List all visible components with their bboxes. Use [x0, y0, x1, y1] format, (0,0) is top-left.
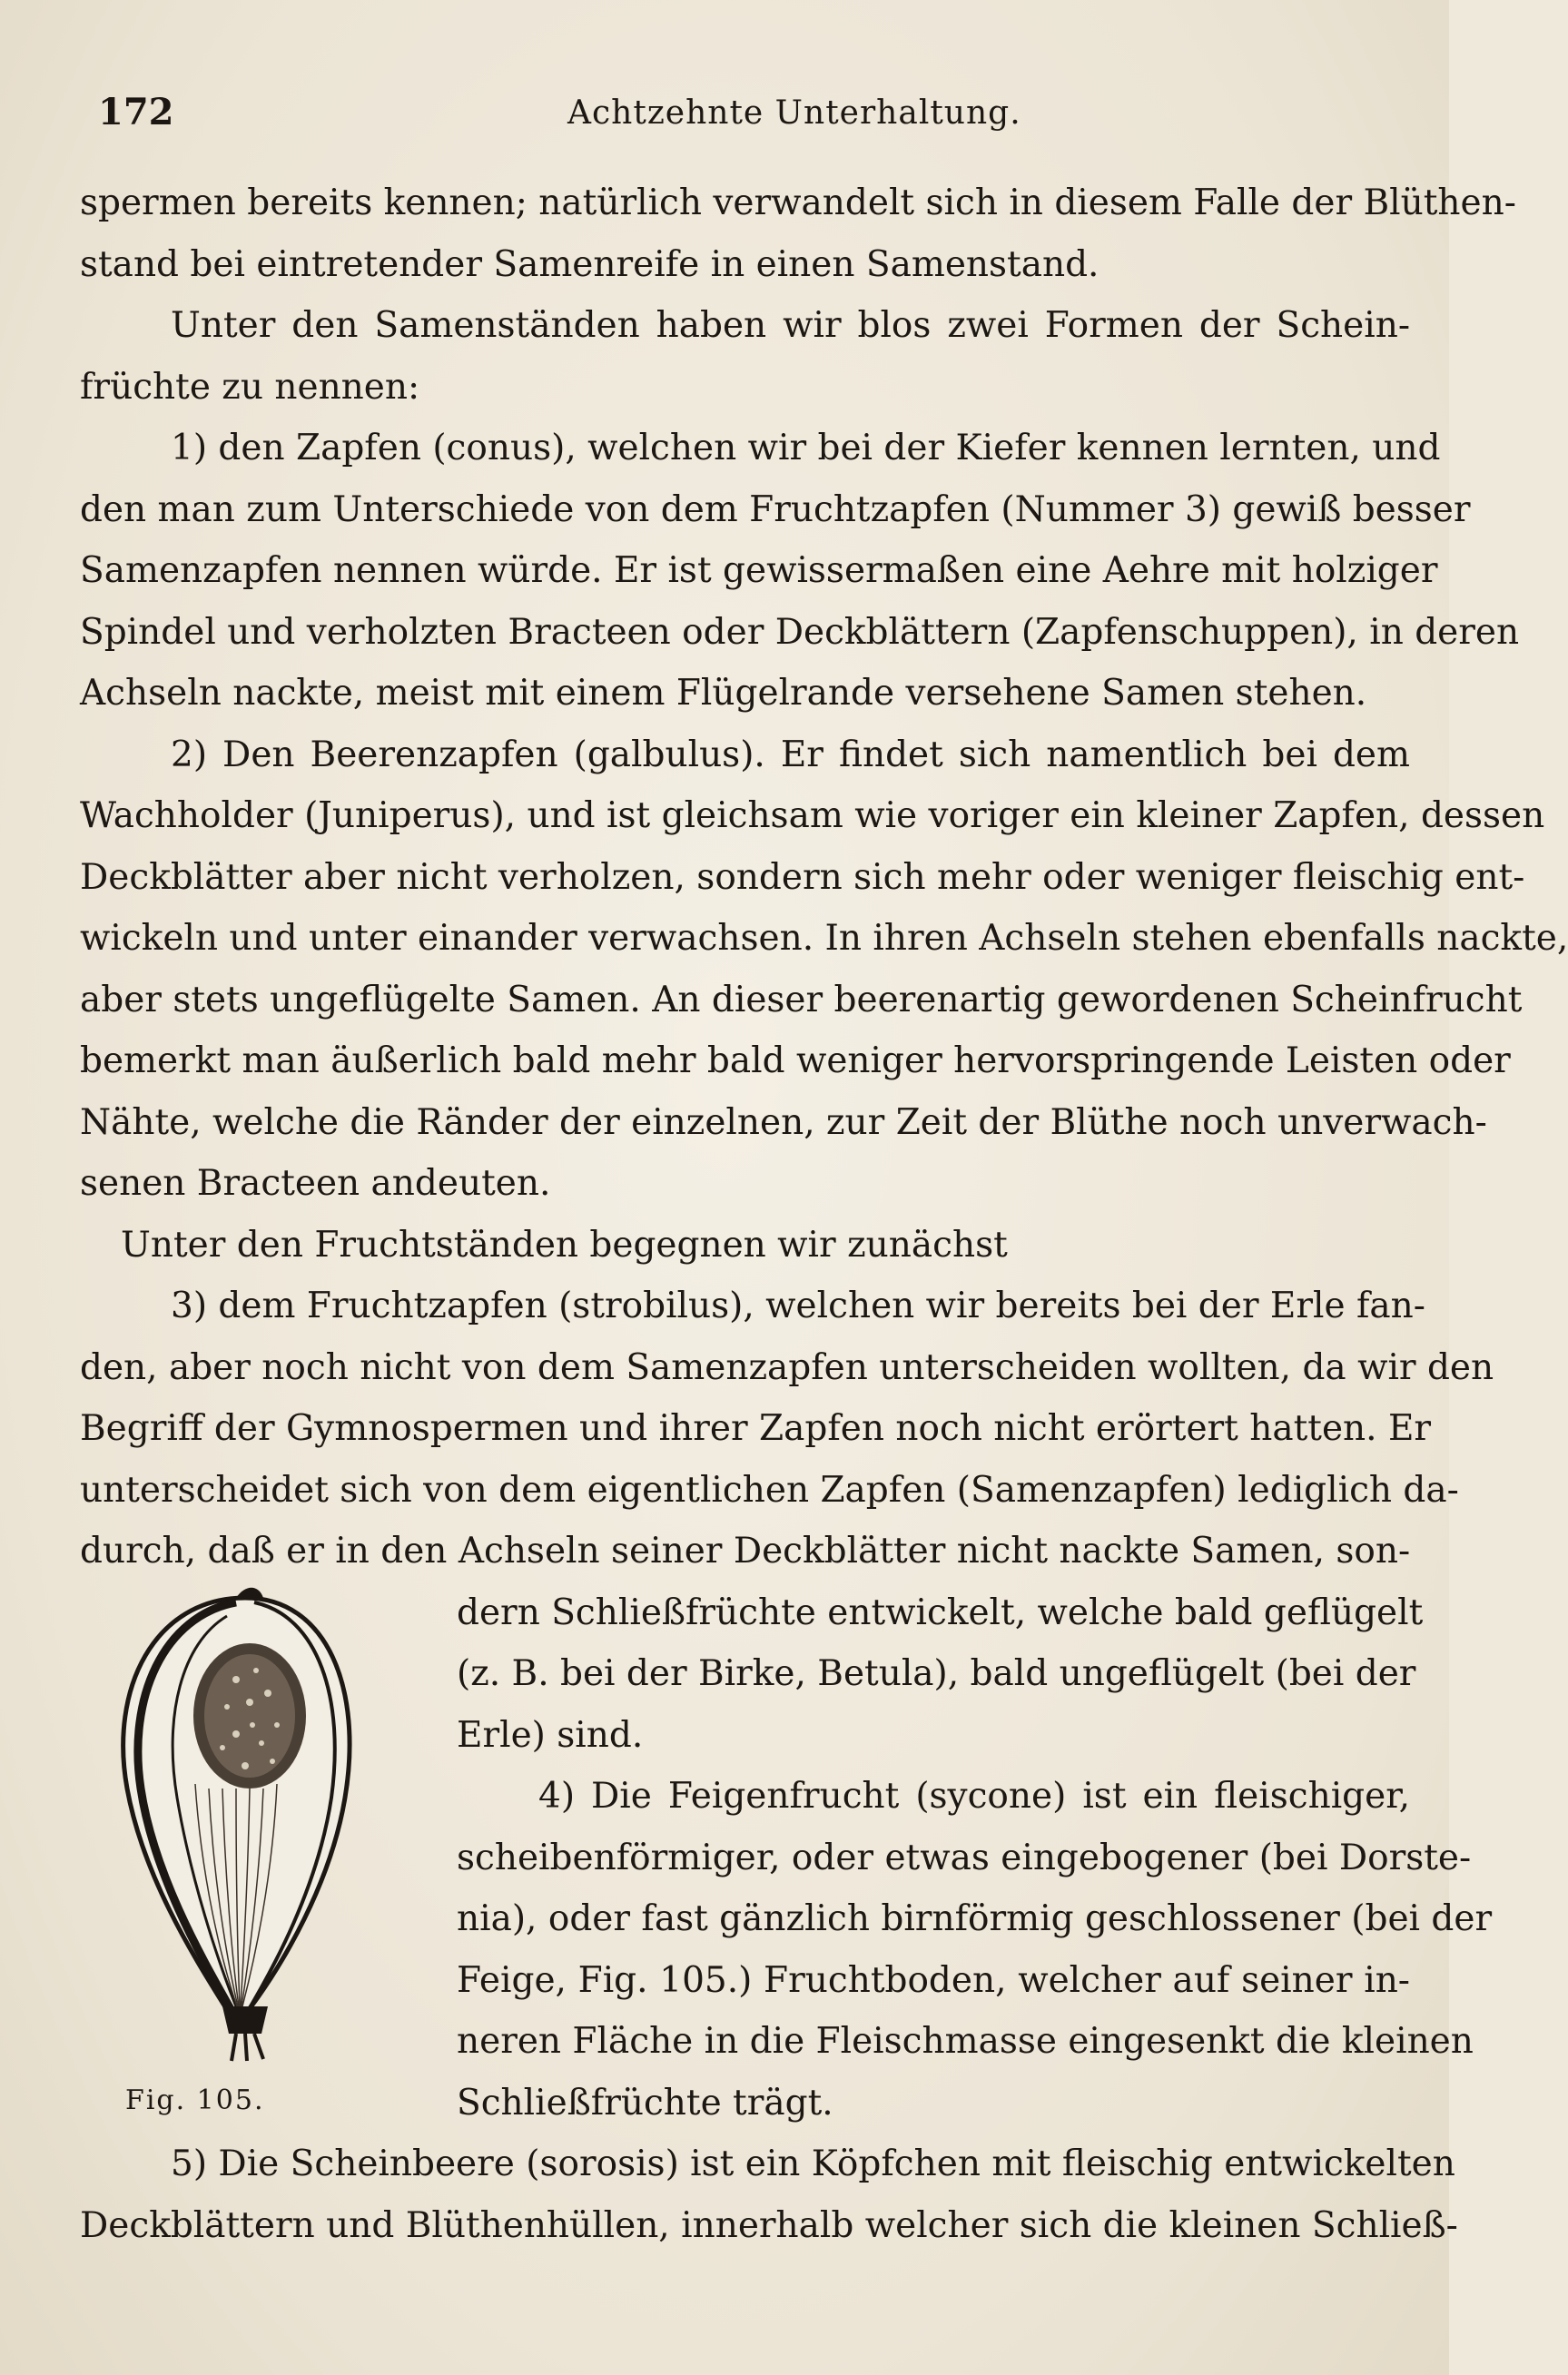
- text-line: durch, daß er in den Achseln seiner Deckblätter nicht nackte Samen, son-: [80, 1531, 1411, 1572]
- text-line: (z. B. bei der Birke, Betula), bald ungeflügelt (bei der: [457, 1653, 1416, 1694]
- page-header: [91, 91, 1376, 145]
- text-line: 3) dem Fruchtzapfen (strobilus), welchen wir bereits bei der Erle fan-: [171, 1286, 1425, 1326]
- text-line: nia), oder fast gänzlich birnförmig geschlossener (bei der: [457, 1898, 1493, 1939]
- text-line: aber stets ungeflügelte Samen. An dieser beerenartig gewordenen Scheinfrucht: [80, 979, 1523, 1020]
- text-line: stand bei eintretender Samenreife in einen Samenstand.: [80, 243, 1100, 285]
- text-line: spermen bereits kennen; natürlich verwandelt sich in diesem Falle der Blüthen-: [80, 182, 1516, 223]
- text-line: Deckblättern und Blüthenhüllen, innerhalb welcher sich die kleinen Schließ-: [80, 2204, 1458, 2246]
- text-line: senen Bracteen andeuten.: [80, 1163, 551, 1204]
- text-line: Samenzapfen nennen würde. Er ist gewissermaßen eine Aehre mit holziger: [80, 550, 1438, 591]
- text-line: Nähte, welche die Ränder der einzelnen, zur Zeit der Blüthe noch unverwach-: [80, 1101, 1487, 1143]
- figure-caption: Fig. 105.: [125, 2084, 265, 2116]
- text-line: 5) Die Scheinbeere (sorosis) ist ein Köpfchen mit fleischig entwickelten: [171, 2143, 1455, 2184]
- text-line: 4) Die Feigenfrucht (sycone) ist ein fleischiger,: [538, 1776, 1410, 1817]
- running-head: Achtzehnte Unterhaltung.: [567, 94, 1021, 132]
- text-line: Achseln nackte, meist mit einem Flügelrande versehene Samen stehen.: [80, 673, 1367, 714]
- text-line: den, aber noch nicht von dem Samenzapfen unterscheiden wollten, da wir den: [80, 1346, 1494, 1388]
- figure-105: [100, 1580, 390, 2097]
- text-line: wickeln und unter einander verwachsen. In ihren Achseln stehen ebenfalls nackte,: [80, 918, 1568, 959]
- text-line: 1) den Zapfen (conus), welchen wir bei der Kiefer kennen lernten, und: [171, 428, 1441, 468]
- text-line: Schließfrüchte trägt.: [457, 2082, 833, 2124]
- text-line: früchte zu nennen:: [80, 366, 420, 408]
- page-number: 172: [98, 91, 174, 133]
- text-line: Unter den Samenständen haben wir blos zwei Formen der Schein-: [171, 305, 1410, 346]
- text-line: Deckblätter aber nicht verholzen, sondern sich mehr oder weniger fleischig ent-: [80, 856, 1525, 898]
- text-line: dern Schließfrüchte entwickelt, welche bald geflügelt: [457, 1592, 1424, 1633]
- text-line: den man zum Unterschiede von dem Fruchtzapfen (Nummer 3) gewiß besser: [80, 488, 1471, 530]
- text-line: neren Fläche in die Fleischmasse eingesenkt die kleinen: [457, 2021, 1474, 2062]
- text-line: Erle) sind.: [457, 1714, 644, 1756]
- fig-cross-section-illustration: [100, 1580, 390, 2061]
- text-line: Unter den Fruchtständen begegnen wir zunächst: [121, 1224, 1008, 1266]
- text-line: Wachholder (Juniperus), und ist gleichsam wie voriger ein kleiner Zapfen, dessen: [80, 795, 1545, 836]
- text-line: Spindel und verholzten Bracteen oder Deckblättern (Zapfenschuppen), in deren: [80, 611, 1520, 653]
- text-line: bemerkt man äußerlich bald mehr bald weniger hervorspringende Leisten oder: [80, 1040, 1511, 1081]
- text-line: Begriff der Gymnospermen und ihrer Zapfen noch nicht erörtert hatten. Er: [80, 1408, 1432, 1449]
- text-line: scheibenförmiger, oder etwas eingebogener (bei Dorste-: [457, 1837, 1472, 1878]
- text-line: unterscheidet sich von dem eigentlichen Zapfen (Samenzapfen) lediglich da-: [80, 1469, 1459, 1511]
- text-line: Feige, Fig. 105.) Fruchtboden, welcher auf seiner in-: [457, 1959, 1410, 2001]
- text-line: 2) Den Beerenzapfen (galbulus). Er findet sich namentlich bei dem: [171, 734, 1410, 775]
